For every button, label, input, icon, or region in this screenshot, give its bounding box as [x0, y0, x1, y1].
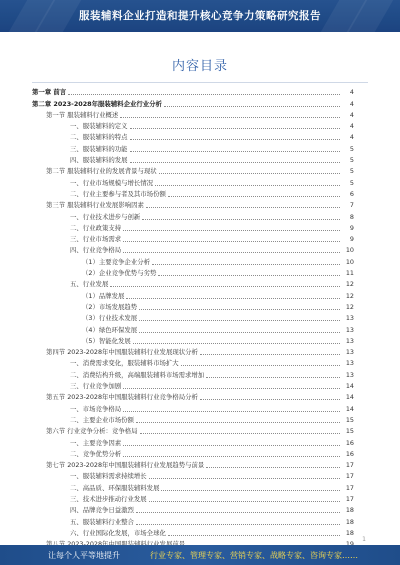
- toc-leader-dots: [133, 343, 340, 344]
- toc-leader-dots: [149, 501, 340, 502]
- footer-experts: 行业专家、管理专家、营销专家、战略专家、咨询专家……: [150, 550, 358, 560]
- footer-slogan: 让每个人平等地提升: [48, 550, 120, 560]
- toc-entry-page: 15: [345, 427, 354, 436]
- toc-entry-label: 三、行业市场需求: [70, 235, 122, 244]
- toc-entry-page: 4: [349, 99, 354, 108]
- toc-entry-label: 一、消费需求变化，服装辅料市场扩大: [70, 359, 179, 368]
- toc-entry-page: 16: [345, 438, 354, 447]
- toc-entry-label: 三、服装辅料的功能: [70, 144, 128, 153]
- toc-leader-dots: [149, 478, 340, 479]
- toc-entry-page: 13: [345, 359, 354, 368]
- toc-entry-page: 17: [345, 461, 354, 470]
- toc-entry[interactable]: [32, 109, 354, 120]
- toc-leader-dots: [136, 512, 340, 513]
- toc-entry-label: 二、行业政策支持: [70, 223, 122, 232]
- toc-entry-label: 四、服装辅料的发展: [70, 156, 128, 165]
- toc-entry-page: 4: [349, 122, 354, 131]
- toc-entry-label: （5）智能化发展: [82, 336, 131, 345]
- toc-entry[interactable]: [32, 97, 354, 108]
- toc-entry[interactable]: [32, 527, 354, 538]
- page-number: 1: [362, 536, 366, 543]
- toc-entry-label: 一、主要竞争因素: [70, 438, 122, 447]
- toc-entry-page: 18: [345, 528, 354, 537]
- toc-entry-label: 第二节 服装辅料行业的发展背景与现状: [46, 167, 157, 176]
- toc-heading: 内容目录: [171, 59, 228, 74]
- toc-entry[interactable]: [32, 368, 354, 379]
- toc-leader-dots: [168, 196, 340, 197]
- toc-leader-dots: [123, 456, 340, 457]
- toc-leader-dots: [159, 173, 340, 174]
- toc-entry-page: 4: [349, 133, 354, 142]
- toc-entry[interactable]: [32, 210, 354, 221]
- toc-entry-label: 第四节 2023-2028年中国服装辅料行业发展现状分析: [46, 348, 198, 357]
- toc-leader-dots: [139, 309, 340, 310]
- toc-entry-page: 9: [349, 223, 354, 232]
- toc-entry-page: 11: [345, 269, 354, 278]
- toc-leader-dots: [139, 332, 340, 333]
- toc-entry[interactable]: [32, 391, 354, 402]
- toc-entry[interactable]: [32, 414, 354, 425]
- toc-entry-page: 5: [349, 156, 354, 165]
- toc-entry-page: 16: [345, 449, 354, 458]
- toc-leader-dots: [181, 365, 340, 366]
- toc-leader-dots: [123, 241, 340, 242]
- toc-entry-page: 15: [345, 415, 354, 424]
- toc-leader-dots: [168, 535, 340, 536]
- toc-entry[interactable]: [32, 481, 354, 492]
- toc-leader-dots: [158, 275, 340, 276]
- toc-entry-label: （3）行业技术发展: [82, 314, 138, 323]
- toc-leader-dots: [161, 490, 340, 491]
- toc-entry-label: 第五节 2023-2028年中国服装辅料行业竞争格局分析: [46, 393, 198, 402]
- toc-entry-label: 二、行业主要参与者及其市场份额: [70, 189, 166, 198]
- toc-entry-page: 4: [349, 110, 354, 119]
- toc-entry-page: 17: [345, 483, 354, 492]
- toc-leader-dots: [130, 139, 340, 140]
- toc-entry-label: 三、技术进步推动行业发展: [70, 494, 147, 503]
- toc-entry-page: 17: [345, 494, 354, 503]
- toc-entry-page: 5: [349, 178, 354, 187]
- toc-leader-dots: [126, 298, 340, 299]
- toc-entry-page: 5: [349, 167, 354, 176]
- toc-leader-dots: [123, 230, 340, 231]
- toc-entry[interactable]: [32, 199, 354, 210]
- toc-entry[interactable]: [32, 357, 354, 368]
- toc-entry[interactable]: [32, 335, 354, 346]
- toc-leader-dots: [140, 433, 341, 434]
- toc-entry-page: 18: [345, 517, 354, 526]
- toc-entry-page: 13: [345, 325, 354, 334]
- toc-entry[interactable]: [32, 131, 354, 142]
- toc-leader-dots: [200, 354, 340, 355]
- toc-entry-label: 二、服装辅料的特点: [70, 133, 128, 142]
- toc-leader-dots: [206, 467, 340, 468]
- toc-entry[interactable]: [32, 448, 354, 459]
- toc-entry-page: 12: [345, 291, 354, 300]
- toc-entry-label: 五、行业发展: [70, 280, 109, 289]
- toc-leader-dots: [136, 422, 340, 423]
- toc-entry-page: 9: [349, 235, 354, 244]
- toc-entry[interactable]: [32, 255, 354, 266]
- toc-entry[interactable]: [32, 515, 354, 526]
- toc-entry-page: 7: [349, 201, 354, 210]
- toc-entry[interactable]: [32, 86, 354, 97]
- toc-leader-dots: [120, 117, 340, 118]
- toc-entry-page: 18: [345, 506, 354, 515]
- toc-entry-page: 4: [349, 88, 354, 97]
- toc-entry-label: 三、行业竞争加剧: [70, 382, 122, 391]
- toc-entry[interactable]: [32, 301, 354, 312]
- toc-divider: [32, 82, 368, 83]
- report-footer: [0, 545, 400, 565]
- toc-entry[interactable]: [32, 244, 354, 255]
- toc-entry[interactable]: [32, 436, 354, 447]
- toc-entry-label: 二、高品质、环保服装辅料发展: [70, 483, 160, 492]
- toc-entry-page: 12: [345, 280, 354, 289]
- toc-entry[interactable]: [32, 323, 354, 334]
- toc-leader-dots: [152, 264, 340, 265]
- toc-entry[interactable]: [32, 278, 354, 289]
- toc-leader-dots: [139, 320, 340, 321]
- toc-entry-label: 第一章 前言: [32, 88, 67, 97]
- toc-entry-label: 六、行业国际化发展，市场全球化: [70, 528, 166, 537]
- toc-entry-label: （1）品牌发展: [82, 291, 125, 300]
- toc-leader-dots: [130, 151, 340, 152]
- toc-leader-dots: [123, 252, 340, 253]
- toc-leader-dots: [123, 411, 340, 412]
- toc-entry[interactable]: [32, 289, 354, 300]
- toc-leader-dots: [130, 128, 340, 129]
- toc-entry[interactable]: [32, 222, 354, 233]
- toc-entry-label: （1）主要竞争企业分析: [82, 257, 150, 266]
- toc-entry-label: （2）市场发展趋势: [82, 302, 138, 311]
- toc-entry-page: 5: [349, 144, 354, 153]
- toc-entry-label: 五、服装辅料行业整合: [70, 517, 134, 526]
- toc-leader-dots: [123, 445, 340, 446]
- toc-list: [32, 86, 354, 549]
- toc-entry[interactable]: [32, 188, 354, 199]
- toc-entry-label: （2）企业竞争优势与劣势: [82, 269, 157, 278]
- toc-entry-page: 13: [345, 336, 354, 345]
- toc-entry-page: 10: [345, 257, 354, 266]
- toc-entry[interactable]: [32, 380, 354, 391]
- toc-entry-label: 二、主要企业市场份额: [70, 415, 134, 424]
- toc-entry-label: 二、竞争优势分析: [70, 449, 122, 458]
- toc-entry[interactable]: [32, 142, 354, 153]
- toc-entry-label: 第一节 服装辅料行业概述: [46, 110, 119, 119]
- toc-entry-label: 一、市场竞争格局: [70, 404, 122, 413]
- toc-entry[interactable]: [32, 504, 354, 515]
- toc-entry[interactable]: [32, 120, 354, 131]
- toc-leader-dots: [206, 377, 340, 378]
- toc-entry-label: 一、行业市场规模与增长情况: [70, 178, 154, 187]
- toc-entry-page: 12: [345, 302, 354, 311]
- toc-entry[interactable]: [32, 493, 354, 504]
- toc-entry-label: 第二章 2023-2028年服装辅料企业行业分析: [32, 99, 162, 108]
- toc-entry[interactable]: [32, 176, 354, 187]
- toc-leader-dots: [136, 524, 340, 525]
- toc-entry-label: 一、服装辅料需求持续增长: [70, 472, 147, 481]
- toc-entry[interactable]: [32, 346, 354, 357]
- toc-leader-dots: [110, 286, 340, 287]
- report-title: 服装辅料企业打造和提升核心竞争力策略研究报告: [79, 10, 321, 22]
- toc-entry[interactable]: [32, 233, 354, 244]
- toc-leader-dots: [155, 185, 340, 186]
- toc-entry-label: 一、行业技术进步与创新: [70, 212, 141, 221]
- toc-entry-page: 13: [345, 370, 354, 379]
- toc-entry-label: 第六节 行业竞争分析：竞争格局: [46, 427, 138, 436]
- toc-entry-label: 四、行业竞争格局: [70, 246, 122, 255]
- toc-entry-page: 14: [345, 382, 354, 391]
- toc-leader-dots: [130, 162, 340, 163]
- toc-entry-page: 10: [345, 246, 354, 255]
- toc-entry-page: 13: [345, 348, 354, 357]
- toc-entry[interactable]: [32, 165, 354, 176]
- report-header: [0, 0, 400, 32]
- toc-leader-dots: [146, 207, 340, 208]
- toc-leader-dots: [164, 106, 340, 107]
- toc-entry-page: 17: [345, 472, 354, 481]
- toc-entry-label: 一、服装辅料的定义: [70, 122, 128, 131]
- toc-entry-page: 14: [345, 393, 354, 402]
- toc-entry-label: 二、消费结构升级，高端服装辅料市场需求增加: [70, 370, 205, 379]
- toc-leader-dots: [123, 388, 340, 389]
- toc-leader-dots: [200, 399, 340, 400]
- toc-entry[interactable]: [32, 470, 354, 481]
- toc-leader-dots: [68, 94, 340, 95]
- toc-entry-label: 四、品牌竞争日益激烈: [70, 506, 134, 515]
- toc-entry[interactable]: [32, 154, 354, 165]
- toc-entry[interactable]: [32, 402, 354, 413]
- toc-entry-page: 13: [345, 314, 354, 323]
- toc-entry[interactable]: [32, 425, 354, 436]
- toc-entry-page: 6: [349, 189, 354, 198]
- toc-entry-label: 第七节 2023-2028年中国服装辅料行业发展趋势与前景: [46, 461, 205, 470]
- toc-entry[interactable]: [32, 312, 354, 323]
- toc-entry-page: 14: [345, 404, 354, 413]
- toc-entry[interactable]: [32, 267, 354, 278]
- toc-entry-label: 第三节 服装辅料行业发展影响因素: [46, 201, 144, 210]
- toc-leader-dots: [142, 219, 340, 220]
- toc-entry[interactable]: [32, 459, 354, 470]
- toc-entry-page: 8: [349, 212, 354, 221]
- toc-entry-label: （4）绿色环保发展: [82, 325, 138, 334]
